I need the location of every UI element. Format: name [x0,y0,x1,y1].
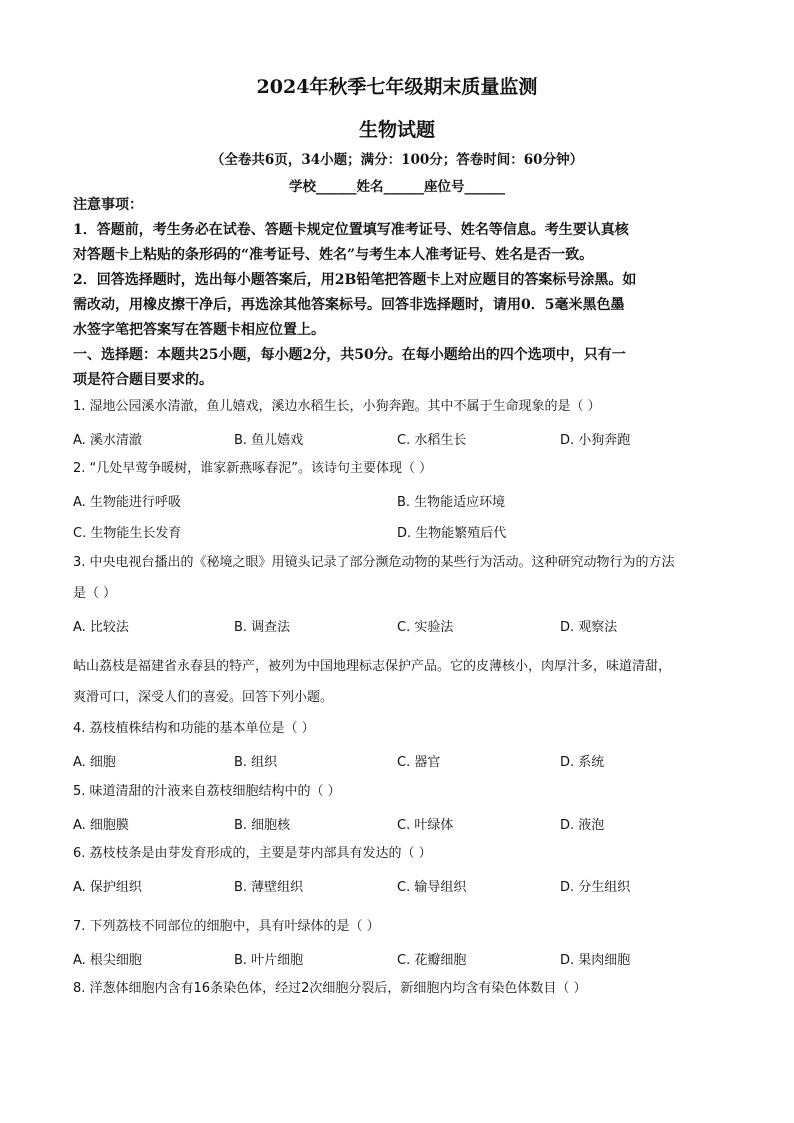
question-6-option-c: C. 输导组织 [397,880,467,895]
question-1-options [73,429,733,451]
question-2-options-row-1 [73,491,733,513]
question-1-stem: 1. 湿地公园溪水清澈，鱼儿嬉戏，溪边水稻生长，小狗奔跑。其中不属于生命现象的是（ ） [73,399,601,414]
question-6-options [73,876,733,898]
question-7-option-b: B. 叶片细胞 [234,953,304,968]
question-7-options [73,949,733,971]
question-4-stem: 4. 荔枝植株结构和功能的基本单位是（ ） [73,721,315,736]
section-1-heading-line-1: 一、选择题：本题共25小题，每小题2分，共50分。在每小题给出的四个选项中，只有一 [73,347,626,363]
notes-item-2-line-3: 水签字笔把答案写在答题卡相应位置上。 [73,322,325,338]
notes-item-1-line-1: 1．答题前，考生务必在试卷、答题卡规定位置填写准考证号、姓名等信息。考生要认真核 [73,222,629,238]
question-4-option-b: B. 组织 [234,755,278,770]
question-6-stem: 6. 荔枝枝条是由芽发育形成的，主要是芽内部具有发达的（ ） [73,846,432,861]
question-2-option-a: A. 生物能进行呼吸 [73,495,181,510]
question-3-stem-line-1: 3. 中央电视台播出的《秘境之眼》用镜头记录了部分濒危动物的某些行为活动。这种研究动物行为的方法 [73,555,675,570]
question-3-option-c: C. 实验法 [397,620,454,635]
question-5-options [73,814,733,836]
question-7-stem: 7. 下列荔枝不同部位的细胞中，具有叶绿体的是（ ） [73,919,380,934]
question-1-option-c: C. 水稻生长 [397,433,467,448]
notes-item-1-line-2: 对答题卡上粘贴的条形码的“准考证号、姓名”与考生本人准考证号、姓名是否一致。 [73,247,594,263]
question-3-stem-line-2: 是（ ） [73,586,117,601]
exam-meta: （全卷共6页，34小题；满分：100分；答卷时间：60分钟） [210,152,584,168]
question-8-stem: 8. 洋葱体细胞内含有16条染色体，经过2次细胞分裂后，新细胞内均含有染色体数目（ ） [73,981,587,996]
passage-line-1: 岵山荔枝是福建省永春县的特产，被列为中国地理标志保护产品。它的皮薄核小，肉厚汁多，味道清甜， [73,659,672,674]
question-6-option-a: A. 保护组织 [73,880,142,895]
question-7-option-d: D. 果肉细胞 [560,953,631,968]
notes-heading: 注意事项： [73,197,143,213]
question-6-option-d: D. 分生组织 [560,880,631,895]
question-4-option-d: D. 系统 [560,755,605,770]
question-4-options [73,751,733,773]
question-2-options-row-2 [73,522,733,544]
question-1-option-a: A. 溪水清澈 [73,433,142,448]
section-1-heading-line-2: 项是符合题目要求的。 [73,372,213,388]
question-7-option-c: C. 花瓣细胞 [397,953,467,968]
question-5-stem: 5. 味道清甜的汁液来自荔枝细胞结构中的（ ） [73,784,341,799]
question-2-option-d: D. 生物能繁殖后代 [397,526,507,541]
question-5-option-c: C. 叶绿体 [397,818,454,833]
question-1-option-d: D. 小狗奔跑 [560,433,631,448]
notes-item-2-line-2: 需改动，用橡皮擦干净后，再选涂其他答案标号。回答非选择题时，请用0．5毫米黑色墨 [73,297,625,313]
question-3-option-a: A. 比较法 [73,620,129,635]
question-2-option-b: B. 生物能适应环境 [397,495,506,510]
question-5-option-d: D. 液泡 [560,818,605,833]
question-3-options [73,616,733,638]
exam-title: 2024年秋季七年级期末质量监测 [256,76,538,98]
question-5-option-b: B. 细胞核 [234,818,291,833]
question-5-option-a: A. 细胞膜 [73,818,129,833]
question-7-option-a: A. 根尖细胞 [73,953,142,968]
question-2-option-c: C. 生物能生长发育 [73,526,182,541]
question-6-option-b: B. 薄壁组织 [234,880,304,895]
question-1-option-b: B. 鱼儿嬉戏 [234,433,304,448]
question-3-option-d: D. 观察法 [560,620,618,635]
question-4-option-a: A. 细胞 [73,755,116,770]
subject-title: 生物试题 [358,119,435,141]
question-3-option-b: B. 调查法 [234,620,291,635]
passage-line-2: 爽滑可口，深受人们的喜爱。回答下列小题。 [73,690,334,705]
question-4-option-c: C. 器官 [397,755,441,770]
question-2-stem: 2. “几处早莺争暖树，谁家新燕啄春泥”。该诗句主要体现（ ） [73,461,433,476]
student-fields: 学校______姓名______座位号______ [289,179,505,195]
notes-item-2-line-1: 2．回答选择题时，选出每小题答案后，用2B铅笔把答题卡上对应题目的答案标号涂黑。如 [73,272,637,288]
